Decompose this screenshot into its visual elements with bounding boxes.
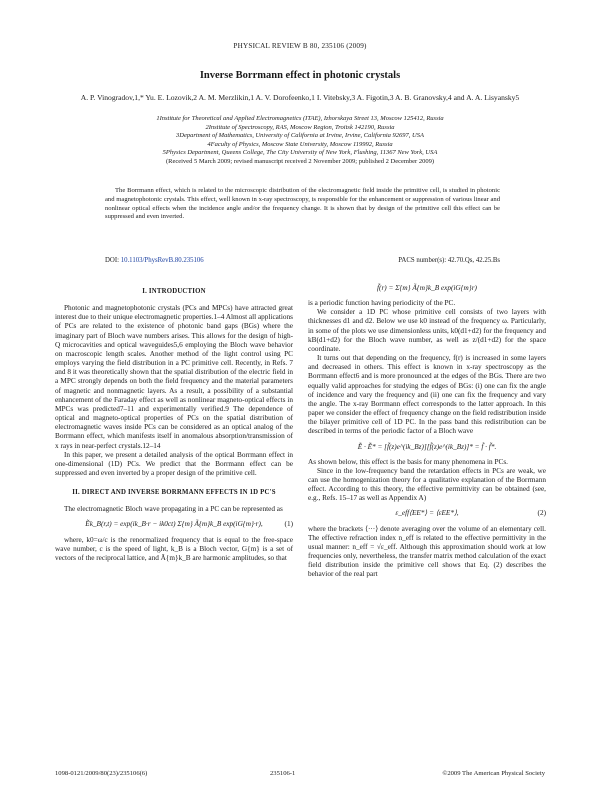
affiliation-3: 3Department of Mathematics, University of California at Irvine, Irvine, California 92697, USA	[176, 132, 424, 140]
equation-1-number: (1)	[284, 520, 293, 529]
author-list: A. P. Vinogradov,1,* Yu. E. Lozovik,2 A. M. Merzlikin,1 A. V. Dorofeenko,1 I. Vitebsky,3 A. Figotin,3 A. B. Granovsky,4 and A. A. Lisyansky5	[80, 93, 520, 102]
equation-field-product: Ẽ · Ẽ* = [f̃(z)e^(ik_Bz)][f̃(z)e^(ik_Bz)]* = f̃ · f̃*.	[357, 442, 497, 451]
section-heading-introduction: I. INTRODUCTION	[142, 288, 206, 295]
received-dates: (Received 5 March 2009; revised manuscript received 2 November 2009; published 2 December 2009)	[165, 157, 435, 165]
page-footer	[55, 770, 545, 777]
doi-link[interactable]: 10.1103/PhysRevB.80.235106	[120, 257, 204, 264]
right-column	[308, 278, 546, 580]
pacs-numbers: PACS number(s): 42.70.Qs, 42.25.Bs	[398, 257, 500, 264]
copyright: ©2009 The American Physical Society	[442, 770, 545, 777]
paragraph: The electromagnetic Bloch wave propagating in a PC can be represented as	[64, 505, 283, 514]
affiliation-4: 4Faculty of Physics, Moscow State University, Moscow 119992, Russia	[207, 140, 393, 148]
paper-title: Inverse Borrmann effect in photonic crystals	[199, 70, 401, 81]
affiliation-5: 5Physics Department, Queens College, The City University of New York, Flushing, 11367 New York, USA	[162, 149, 438, 157]
affiliation-1: 1Institute for Theoretical and Applied Electromagnetics (ITAE), Izhorskaya Street 13, Moscow 125412, Russia	[156, 115, 444, 122]
equation-2-number: (2)	[537, 509, 546, 518]
paragraph: where the brackets ⟨···⟩ denote averaging over the volume of an elementary cell. The effective refraction index n_eff is related to the effective permittivity in the usual manner: n_eff = √ε_eff. Although this approximation should work at low frequencies only, nevertheless, the transfer matrix method calculation of the exact field distribution inside the primitive cell shows that Eq. (2) describes the behavior of the real part	[308, 524, 546, 579]
journal-header: PHYSICAL REVIEW B 80, 235106 (2009)	[233, 42, 367, 50]
footer-code: 1098-0121/2009/80(23)/235106(6)	[55, 770, 148, 777]
abstract: The Borrmann effect, which is related to the microscopic distribution of the electromagnetic field inside the primitive cell, is studied in photonic and magnetophotonic crystals. This effect, well known in x-ray spectroscopy, is responsible for the enhancement or suppression of various linear and nonlinear optical effects when the incidence angle and/or the frequency change. It is shown that by design of the primitive cell this effect can be suppressed and even inverted.	[105, 187, 500, 221]
section-heading-borrmann: II. DIRECT AND INVERSE BORRMANN EFFECTS IN 1D PC'S	[72, 489, 276, 497]
paragraph: As shown below, this effect is the basis for many phenomena in PCs.	[308, 457, 508, 466]
paragraph: Photonic and magnetophotonic crystals (PCs and MPCs) have attracted great interest due to their unique electromagnetic properties.1–4 Almost all applications of PCs are related to the existence of photonic band gaps (BGs) where the imaginary part of Bloch wave numbers arises. This allows for the design of high-Q microcavities and optical waveguides5,6 employing the Bloch wave behavior on macroscopic length scales. Another method of the light control using PC employs varying the field distribution in a PC primitive cell. Recently, in Refs. 7 and 8 it was theoretically shown that the spatial distribution of the electric field in a MPC strongly depends on both the field frequency and the material parameters of magnetic and nonmagnetic layers. As a result, a possibility of a substantial enhancement of the Faraday effect as well as nonlinear magneto-optical effects in MPCs was predicted7–11 and experimentally verified.9 The dependence of optical and magneto-optical properties of PCs on the spatial distribution of electromagnetic waves inside PCs can be considered as an optical analog of the Borrmann effect, which manifests itself in anomalous absorption/transmission of x rays in near-perfect crystals.12–14	[55, 304, 293, 450]
page-number: 235106-1	[270, 770, 296, 777]
doi-pacs-line	[105, 257, 500, 264]
paragraph: where, k0=ω/c is the renormalized frequency that is equal to the free-space wave number, c is the speed of light, k_B is a Bloch vector, G{m} is a set of vectors of the reciprocal lattice, and Ã{m}k_B are harmonic amplitudes, so that	[55, 535, 293, 562]
equation-1-body: Ẽk_B(r,t) = exp(ik_B·r − ik0ct) Σ{m} Ã{m}k_B exp(iG{m}·r),	[85, 520, 263, 529]
paragraph: We consider a 1D PC whose primitive cell consists of two layers with thicknesses d1 and d2. Below we use k0 instead of the frequency ω. Particularly, in some of the plots we use dimensionless units, k0(d1+d2) for the frequency and kB(d1+d2) for the Bloch wave number, as well as z/(d1+d2) for the space coordinate.	[308, 308, 546, 353]
doi-label: DOI:	[105, 257, 119, 264]
paragraph: is a periodic function having periodicity of the PC.	[308, 299, 456, 308]
paragraph: Since in the low-frequency band the retardation effects in PCs are weak, we can use the homogenization theory for a qualitative explanation of the Borrmann effect. According to this theory, the effective permittivity can be obtained (see, e.g., Refs. 15–17 as well as Appendix A)	[308, 466, 546, 503]
affiliations	[60, 115, 540, 167]
affiliation-2: 2Institute of Spectroscopy, RAS, Moscow Region, Troitsk 142190, Russia	[205, 123, 395, 131]
paragraph: In this paper, we present a detailed analysis of the optical Borrmann effect in one-dimensional (1D) PCs. We predict that the Borrmann effect can be suppressed and even inverted by a proper design of the primitive cell.	[55, 450, 293, 477]
equation-2-body: ε_eff⟨EE*⟩ = ⟨εEE*⟩,	[395, 509, 459, 518]
left-column	[55, 285, 293, 563]
equation-periodic-factor: f̃(r) = Σ{m} Ã{m}k_B exp(iG{m}r)	[377, 284, 477, 292]
paragraph: It turns out that depending on the frequency, f(r) is increased in some layers and decreased in others. This effect is known in x-ray spectroscopy as the Borrmann effect6 and is more pronounced at the edges of the BGs. There are two equally valid approaches for studying the edges of BGs: (i) one can fix the angle of incidence and vary the frequency and (ii) one can fix the frequency and vary the angle. The x-ray Borrmann effect corresponds to the latter approach. In this paper we consider the effect of frequency change on the field redistribution inside the bilayer primitive cell of 1D PC. In the pass band this redistribution can be described in terms of the periodic factor of a Bloch wave	[308, 354, 546, 436]
equation-2	[308, 509, 546, 518]
equation-1	[55, 520, 293, 529]
